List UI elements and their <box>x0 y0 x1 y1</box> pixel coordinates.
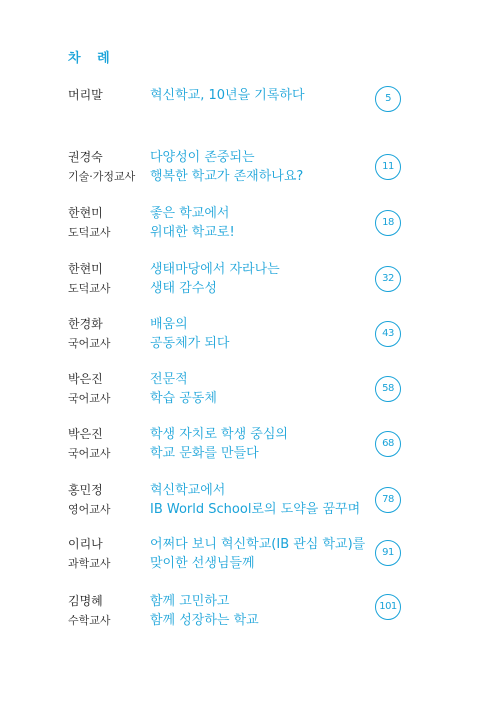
toc-heading: 차 례 <box>68 51 116 66</box>
toc-entry[interactable] <box>0 204 500 244</box>
chapter-title-line-2: 학습 공동체 <box>150 391 217 406</box>
chapter-title-line-1: 다양성이 존중되는 <box>150 150 255 165</box>
author-info <box>68 592 111 630</box>
toc-entry[interactable] <box>0 260 500 300</box>
author-name: 박은진 <box>68 427 103 441</box>
chapter-title-line-2: 함께 성장하는 학교 <box>150 613 259 628</box>
author-info <box>68 370 111 408</box>
author-name: 박은진 <box>68 372 103 386</box>
chapter-title-line-2: 생태 감수성 <box>150 281 217 296</box>
toc-entry[interactable] <box>0 370 500 410</box>
author-name: 한현미 <box>68 262 103 276</box>
author-name: 권경숙 <box>68 150 103 164</box>
page-number-badge: 11 <box>375 154 401 180</box>
author-role: 수학교사 <box>68 614 111 627</box>
author-info <box>68 204 111 242</box>
chapter-title-line-1: 전문적 <box>150 372 188 387</box>
chapter-title <box>150 148 303 186</box>
chapter-title <box>150 204 235 242</box>
page-number-badge: 5 <box>375 86 401 112</box>
author-info <box>68 260 111 298</box>
author-name: 홍민정 <box>68 483 103 497</box>
chapter-title <box>150 260 280 298</box>
page-number-badge: 78 <box>375 487 401 513</box>
toc-entry[interactable] <box>0 592 500 632</box>
author-role: 도덕교사 <box>68 282 111 295</box>
chapter-title <box>150 425 288 463</box>
author-name: 이리나 <box>68 537 103 551</box>
chapter-title-line-2: 공동체가 되다 <box>150 336 230 351</box>
chapter-title <box>150 592 259 630</box>
author-role: 기술·가정교사 <box>68 170 136 183</box>
chapter-title-line-1: 생태마당에서 자라나는 <box>150 262 280 277</box>
preface-title: 혁신학교, 10년을 기록하다 <box>150 88 305 103</box>
chapter-title <box>150 370 217 408</box>
chapter-title-line-1: 혁신학교에서 <box>150 483 226 498</box>
page-number-badge: 58 <box>375 376 401 402</box>
author-info <box>68 148 135 186</box>
page-number-badge: 68 <box>375 431 401 457</box>
toc-entry[interactable] <box>0 535 500 575</box>
page-number-badge: 101 <box>375 594 401 620</box>
chapter-title <box>150 481 360 519</box>
toc-entry-preface[interactable] <box>0 86 500 126</box>
page-number-badge: 43 <box>375 321 401 347</box>
author-info <box>68 481 111 519</box>
chapter-title-line-2: 맞이한 선생님들께 <box>150 556 255 571</box>
toc-entry[interactable] <box>0 148 500 188</box>
author-role: 국어교사 <box>68 447 111 460</box>
chapter-title-line-2: 학교 문화를 만들다 <box>150 446 259 461</box>
chapter-title-line-1: 함께 고민하고 <box>150 594 230 609</box>
chapter-title-line-1: 좋은 학교에서 <box>150 206 230 221</box>
chapter-title-line-1: 배움의 <box>150 317 188 332</box>
author-role: 국어교사 <box>68 392 111 405</box>
author-name: 한경화 <box>68 317 103 331</box>
author-name: 한현미 <box>68 206 103 220</box>
toc-entry[interactable] <box>0 481 500 521</box>
page-number-badge: 18 <box>375 210 401 236</box>
author-name: 김명혜 <box>68 594 103 608</box>
author-info <box>68 315 111 353</box>
preface-label: 머리말 <box>68 88 103 102</box>
page-number-badge: 91 <box>375 540 401 566</box>
author-info <box>68 535 111 573</box>
author-role: 국어교사 <box>68 337 111 350</box>
author-role: 영어교사 <box>68 503 111 516</box>
author-role: 과학교사 <box>68 557 111 570</box>
chapter-title-line-2: 위대한 학교로! <box>150 225 235 240</box>
author-role: 도덕교사 <box>68 226 111 239</box>
toc-entry[interactable] <box>0 425 500 465</box>
chapter-title-line-2: IB World School로의 도약을 꿈꾸며 <box>150 502 361 517</box>
chapter-title <box>150 535 365 573</box>
chapter-title <box>150 315 229 353</box>
author-info <box>68 425 111 463</box>
toc-entry[interactable] <box>0 315 500 355</box>
chapter-title-line-2: 행복한 학교가 존재하나요? <box>150 169 304 184</box>
page-number-badge: 32 <box>375 266 401 292</box>
chapter-title-line-1: 학생 자치로 학생 중심의 <box>150 427 288 442</box>
chapter-title-line-1: 어쩌다 보니 혁신학교(IB 관심 학교)를 <box>150 537 366 552</box>
